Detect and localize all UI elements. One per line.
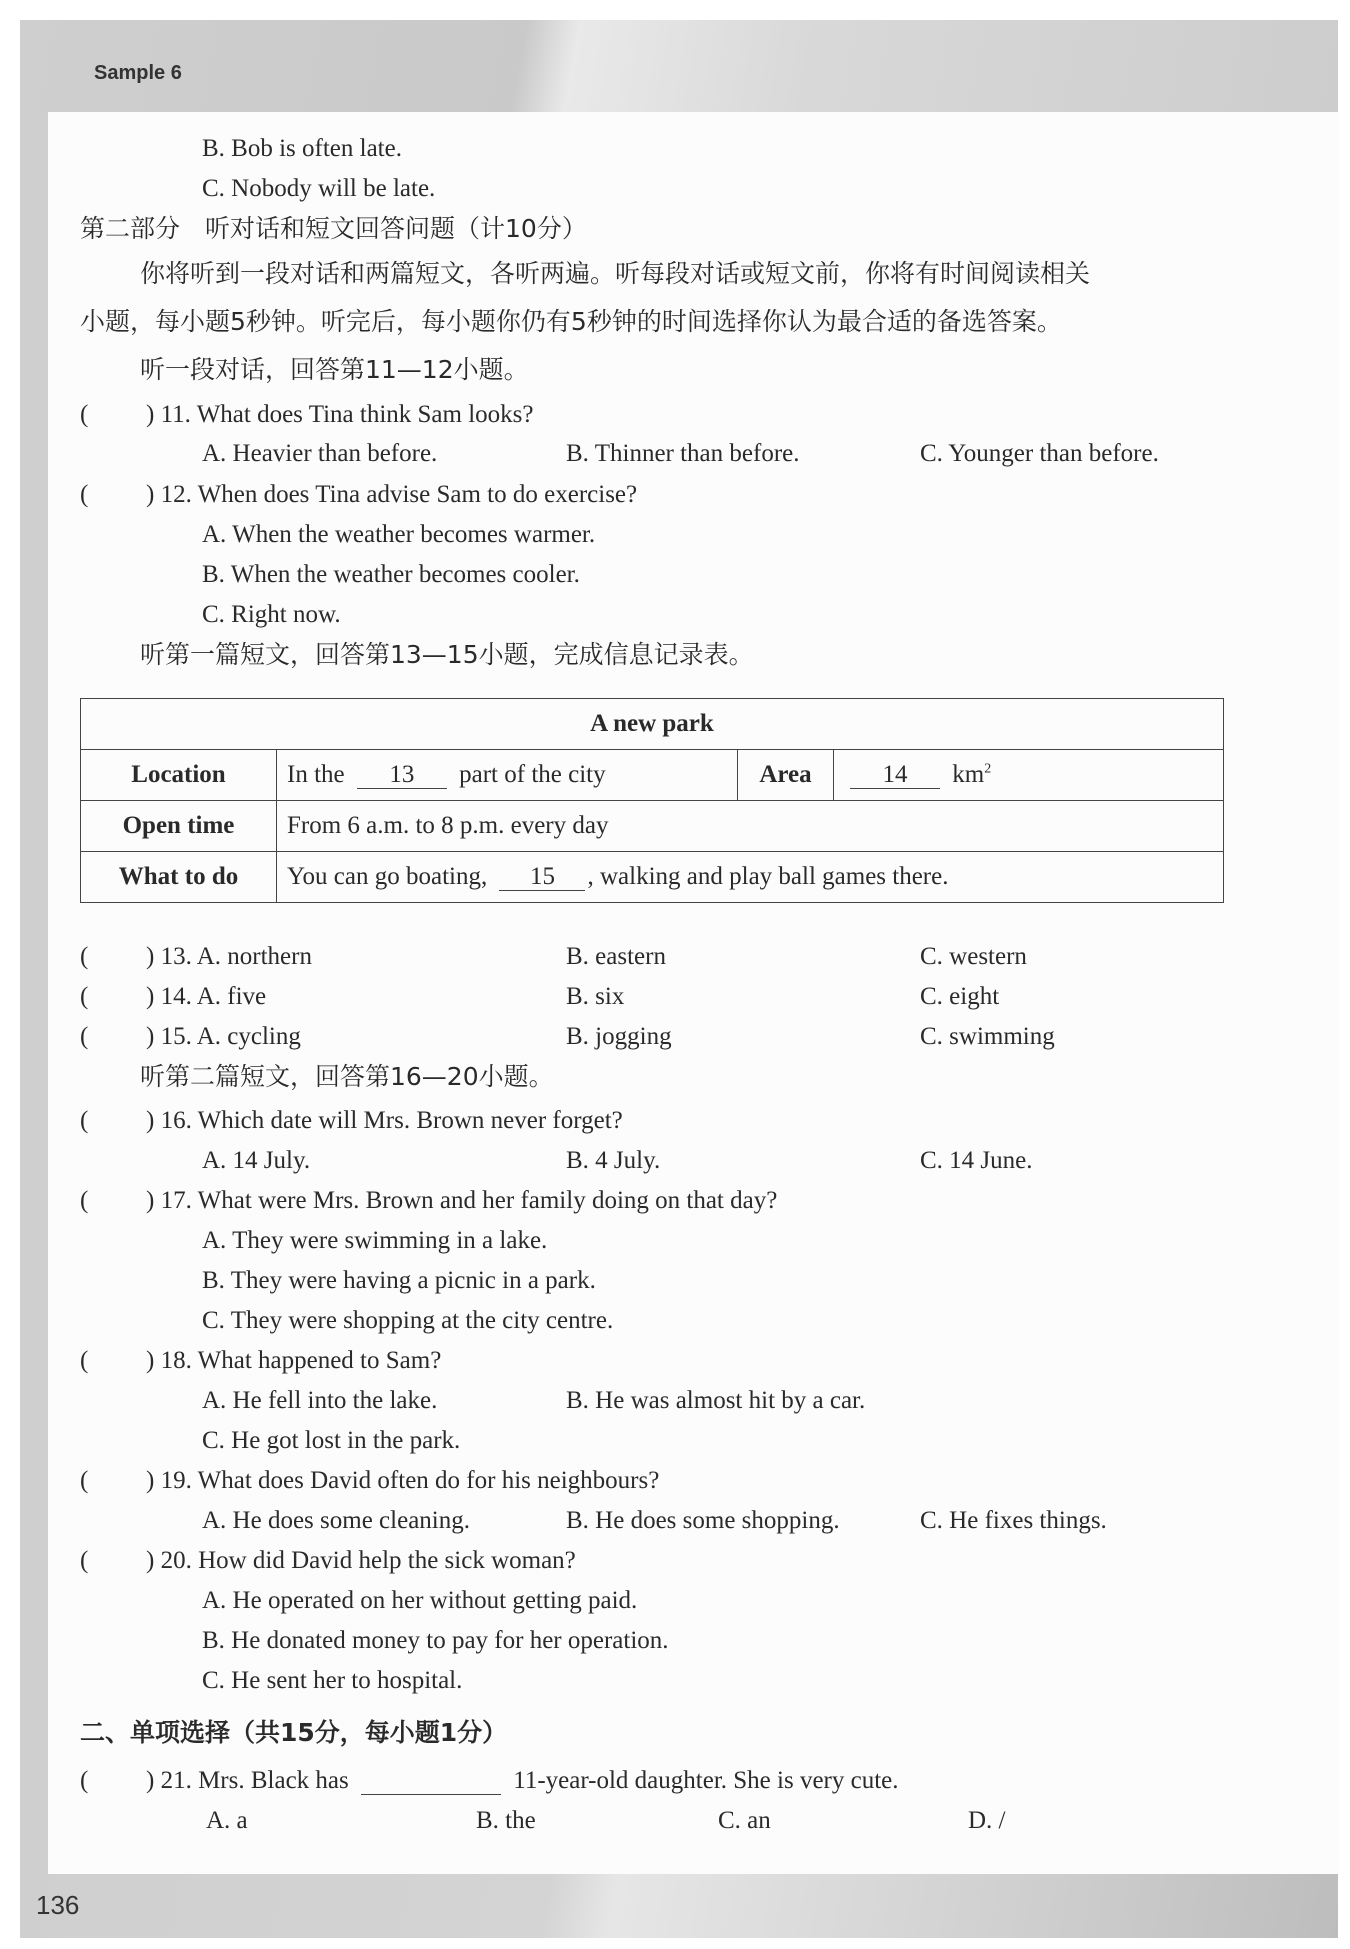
q19-option-a: A. He does some cleaning.: [202, 1507, 470, 1534]
what-to-do-cell: [277, 852, 1224, 903]
footer-band: [20, 1874, 1338, 1938]
q16-option-c: C. 14 June.: [920, 1147, 1033, 1174]
info-record-table: [80, 698, 1224, 903]
q11-option-b: B. Thinner than before.: [566, 440, 800, 467]
passage1-intro: 听第一篇短文，回答第13—15小题，完成信息记录表。: [140, 640, 754, 669]
q15-stem: ) 15. A. cycling: [146, 1023, 301, 1050]
page-number: 136: [36, 1890, 80, 1920]
q21-blank: [361, 1768, 501, 1795]
q13-option-c: C. western: [920, 943, 1027, 970]
q21-option-d: D. /: [968, 1807, 1006, 1834]
q12-option-b: B. When the weather becomes cooler.: [202, 561, 580, 588]
location-label: Location: [81, 750, 277, 801]
q20-option-a: A. He operated on her without getting paid.: [202, 1587, 638, 1614]
q21-stem-post: 11-year-old daughter. She is very cute.: [513, 1767, 899, 1794]
blank-14: 14: [850, 762, 940, 789]
q21-stem-pre: ) 21. Mrs. Black has: [146, 1767, 349, 1794]
location-cell: [277, 750, 738, 801]
q21-stem: [146, 1766, 899, 1796]
q20-option-b: B. He donated money to pay for her operation.: [202, 1627, 669, 1654]
dialogue-intro: 听一段对话，回答第11—12小题。: [140, 355, 529, 384]
q18-stem: ) 18. What happened to Sam?: [146, 1347, 442, 1374]
q20-stem: ) 20. How did David help the sick woman?: [146, 1547, 576, 1574]
q21-option-a: A. a: [206, 1807, 248, 1834]
q14-stem: ) 14. A. five: [146, 983, 267, 1010]
location-prefix: In the: [287, 761, 345, 788]
q16-option-b: B. 4 July.: [566, 1147, 661, 1174]
q17-option-b: B. They were having a picnic in a park.: [202, 1267, 596, 1294]
answer-paren: (: [80, 1023, 89, 1050]
q13-stem: ) 13. A. northern: [146, 943, 312, 970]
q12-option-c: C. Right now.: [202, 601, 341, 628]
answer-paren: (: [80, 943, 89, 970]
answer-paren: (: [80, 481, 89, 508]
q19-stem: ) 19. What does David often do for his neighbours?: [146, 1467, 660, 1494]
todo-suffix: , walking and play ball games there.: [587, 863, 949, 890]
section2-title: 二、单项选择（共15分，每小题1分）: [80, 1718, 508, 1747]
area-unit: km: [952, 761, 985, 788]
q18-option-a: A. He fell into the lake.: [202, 1387, 438, 1414]
q17-stem: ) 17. What were Mrs. Brown and her family doing on that day?: [146, 1187, 778, 1214]
area-label: Area: [738, 750, 834, 801]
q18-option-c: C. He got lost in the park.: [202, 1427, 461, 1454]
q11-stem: ) 11. What does Tina think Sam looks?: [146, 401, 534, 428]
answer-paren: (: [80, 1187, 89, 1214]
blank-13: 13: [357, 762, 447, 789]
q12-stem: ) 12. When does Tina advise Sam to do exercise?: [146, 481, 638, 508]
q15-option-c: C. swimming: [920, 1023, 1055, 1050]
q13-option-b: B. eastern: [566, 943, 666, 970]
q16-option-a: A. 14 July.: [202, 1147, 311, 1174]
q21-option-b: B. the: [476, 1807, 536, 1834]
what-to-do-label: What to do: [81, 852, 277, 903]
q11-option-c: C. Younger than before.: [920, 440, 1159, 467]
answer-paren: (: [80, 1347, 89, 1374]
q17-option-a: A. They were swimming in a lake.: [202, 1227, 548, 1254]
q16-stem: ) 16. Which date will Mrs. Brown never forget?: [146, 1107, 623, 1134]
answer-paren: (: [80, 983, 89, 1010]
answer-paren: (: [80, 1767, 89, 1794]
table-title: A new park: [81, 699, 1224, 750]
part2-instruction-line1: 你将听到一段对话和两篇短文，各听两遍。听每段对话或短文前，你将有时间阅读相关: [140, 259, 1091, 288]
open-time-label: Open time: [81, 801, 277, 852]
q12-option-a: A. When the weather becomes warmer.: [202, 521, 596, 548]
header-label: Sample 6: [94, 62, 182, 84]
q15-option-b: B. jogging: [566, 1023, 672, 1050]
q19-option-c: C. He fixes things.: [920, 1507, 1107, 1534]
answer-paren: (: [80, 401, 89, 428]
area-cell: [834, 750, 1224, 801]
part2-title: 第二部分 听对话和短文回答问题（计10分）: [80, 214, 587, 243]
q14-option-b: B. six: [566, 983, 625, 1010]
passage2-intro: 听第二篇短文，回答第16—20小题。: [140, 1062, 554, 1091]
blank-15: 15: [499, 864, 585, 891]
answer-paren: (: [80, 1107, 89, 1134]
q11-option-a: A. Heavier than before.: [202, 440, 438, 467]
location-suffix: part of the city: [459, 761, 606, 788]
answer-paren: (: [80, 1467, 89, 1494]
q17-option-c: C. They were shopping at the city centre.: [202, 1307, 614, 1334]
part2-instruction-line2: 小题，每小题5秒钟。听完后，每小题你仍有5秒钟的时间选择你认为最合适的备选答案。: [80, 307, 1062, 336]
todo-prefix: You can go boating,: [287, 863, 488, 890]
q19-option-b: B. He does some shopping.: [566, 1507, 840, 1534]
q20-option-c: C. He sent her to hospital.: [202, 1667, 463, 1694]
q18-option-b: B. He was almost hit by a car.: [566, 1387, 866, 1414]
area-superscript: 2: [984, 761, 992, 777]
left-margin-strip: [20, 112, 48, 1874]
answer-paren: (: [80, 1547, 89, 1574]
q21-option-c: C. an: [718, 1807, 771, 1834]
q14-option-c: C. eight: [920, 983, 1000, 1010]
carryover-option-c: C. Nobody will be late.: [202, 175, 436, 202]
carryover-option-b: B. Bob is often late.: [202, 135, 402, 162]
open-time-value: From 6 a.m. to 8 p.m. every day: [277, 801, 1224, 852]
header-band: [20, 20, 1338, 112]
